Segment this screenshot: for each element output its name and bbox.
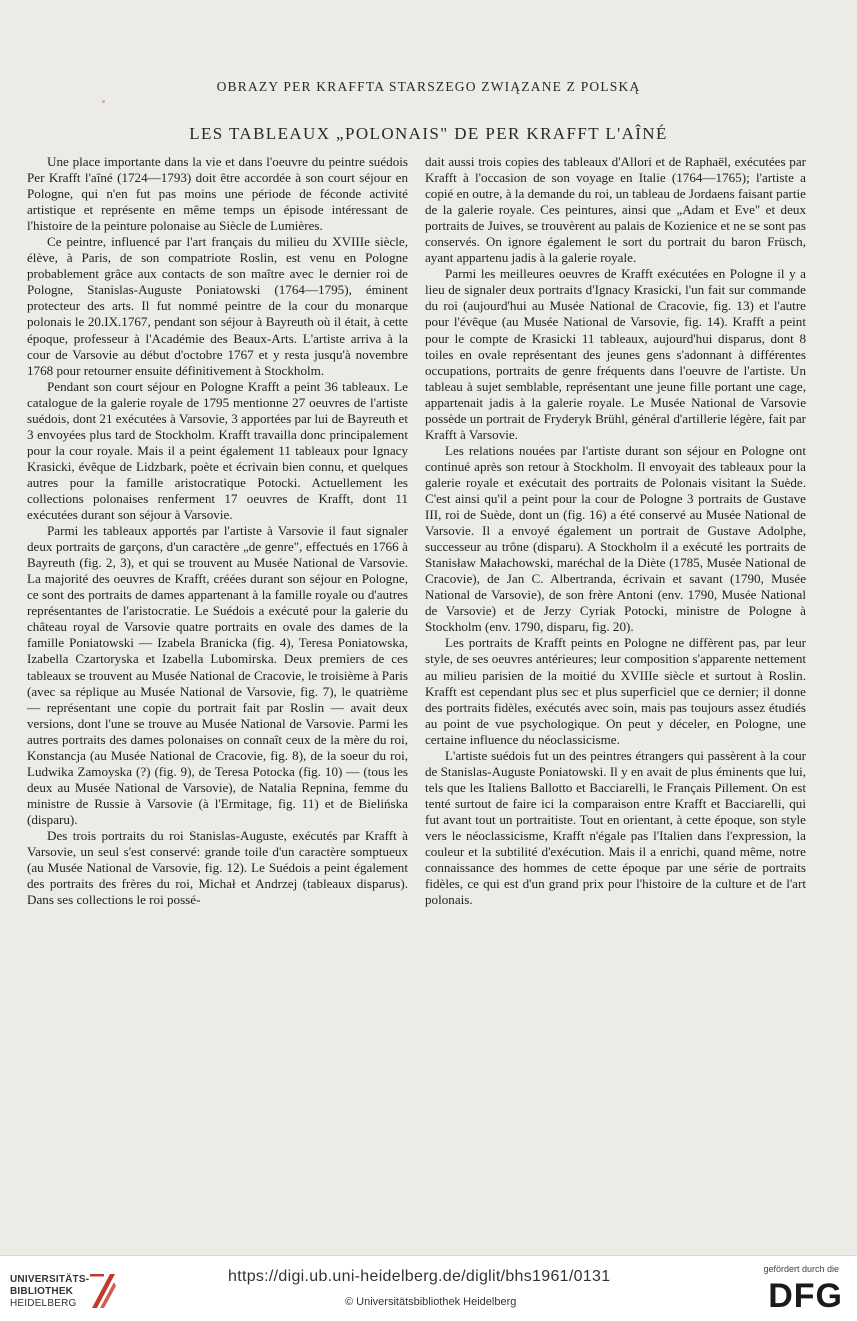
dfg-logo-text: DFG bbox=[768, 1277, 843, 1315]
paragraph: Pendant son court séjour en Pologne Krafft a peint 36 tableaux. Le catalogue de la galerie royale de 1795 mentionne 27 oeuvres de l'artiste suédois, dont 21 exécutées à Varsovie, 3 apportées par lui de Bayreuth et 3 envoyées plus tard de Stockholm. Krafft travailla donc principalement pour la cour royale. Mais il a peint également 11 tableaux pour Ignacy Krasicki, évêque de Lidzbark, poète et écrivain bien connu, et quelques autres pour la famille aristocratique Potocki. Actuellement les collections polonaises renferment 17 oeuvres de Krafft, dont 11 exécutées durant son séjour à Varsovie. bbox=[27, 378, 408, 523]
right-column bbox=[425, 154, 806, 908]
library-emblem-icon bbox=[88, 1268, 118, 1312]
copyright-notice: © Universitätsbibliothek Heidelberg bbox=[345, 1296, 517, 1308]
dfg-funder-logo[interactable] bbox=[759, 1264, 843, 1314]
article-title: LES TABLEAUX „POLONAIS" DE PER KRAFFT L'AÎNÉ bbox=[189, 124, 668, 143]
paragraph: Ce peintre, influencé par l'art français du milieu du XVIIIe siècle, élève, à Paris, de son compatriote Roslin, est venu en Pologne probablement grâce aux contacts de son maître avec le dernier roi de Pologne, Stanislas-Auguste Poniatowski (1764—1795), éminent protecteur des arts. Il fut nommé peintre de la cour du monarque polonais le 20.IX.1767, pendant son séjour à Bayreuth où il était, à cette époque, professeur à l'Académie des Beaux-Arts. L'artiste arriva à la cour de Varsovie au début d'octobre 1767 et y resta jusqu'à novembre 1768 pour retourner ensuite définitivement à Stockholm. bbox=[27, 234, 408, 378]
paragraph: Des trois portraits du roi Stanislas-Auguste, exécutés par Krafft à Varsovie, un seul s'est conservé: grande toile d'un caractère somptueux (au Musée National de Varsovie, fig. 12). Le Suédois a peint également des portraits des frères du roi, Michał et Andrzej (tableaux disparus). Dans ses collections le roi possé- bbox=[27, 827, 408, 908]
paragraph: Parmi les meilleures oeuvres de Krafft exécutées en Pologne il y a lieu de signaler deux portraits d'Ignacy Krasicki, l'un fait sur commande du roi (aujourd'hui au Musée National de Cracovie, fig. 13) et l'autre pour l'évêque (au Musée National de Varsovie, fig. 14). Krafft a peint pour le compte de Krasicki 11 tableaux, aujourd'hui disparus, dont 8 toiles en ovale représentant des jeunes gens s'adonnant à différentes occupations, portraits de genre fréquents dans l'oeuvre de l'artiste. Un tableau à sujet semblable, représentant une jeune fille portant une cage, appartenait jadis à la galerie royale. Le Musée National de Varsovie possède un portrait de Fryderyk Brühl, général d'artillerie légère, fait par Krafft à Varsovie. bbox=[425, 266, 806, 442]
paragraph: Les portraits de Krafft peints en Pologne ne diffèrent pas, par leur style, de ses oeuvres antérieures; leur composition s'apparente nettement au milieu parisien de la moitié du XVIIIe siècle et surtout à Roslin. Krafft est cependant plus sec et plus superficiel que ce dernier; il donne des portraits fidèles, exécutés avec soin, mais pas toujours assez étudiés au point de vue psychologique. On peut y déceler, en Pologne, une certaine influence du néoclassicisme. bbox=[425, 635, 806, 747]
viewer-footer bbox=[0, 1255, 857, 1321]
running-head: OBRAZY PER KRAFFTA STARSZEGO ZWIĄZANE Z POLSKĄ bbox=[216, 79, 641, 94]
permalink-url[interactable]: https://digi.ub.uni-heidelberg.de/diglit/bhs1961/0131 bbox=[228, 1268, 611, 1285]
paragraph: Parmi les tableaux apportés par l'artiste à Varsovie il faut signaler deux portraits de garçons, d'un caractère „de genre", effectués en 1766 à Bayreuth (fig. 2, 3), et qui se trouvent au Musée National de Varsovie. La majorité des oeuvres de Krafft, créées durant son séjour en Pologne, ce sont des portraits de dames appartenant à la famille royale ou d'autres représentantes de l'aristocratie. Le Suédois a exécuté pour la galerie du château royal de Varsovie quatre portraits en ovale des dames de la famille Poniatowski — Izabela Branicka (fig. 4), Teresa Poniatowska, Izabella Czartoryska et Izabella Lubomirska. Deux premiers de ces tableaux se trouvent au Musée National de Cracovie, le troisième à Paris (avec sa réplique au Musée National de Varsovie, fig. 7), le quatrième — représentant une copie du portrait fait par Roslin — avait deux versions, dont l'une se trouve au Musée National de Varsovie. Parmi les autres portraits des dames polonaises on connaît ceux de la mère du roi, Konstancja (au Musée National de Cracovie, fig. 8), de la soeur du roi, Ludwika Zamoyska (?) (fig. 9), de Teresa Potocka (fig. 10) — (tous les deux au Musée National de Varsovie), de Natalia Repnina, femme du ministre de Russie à Varsovie (à l'Ermitage, fig. 11) et de Bielińska (disparu). bbox=[27, 523, 408, 827]
paragraph: Une place importante dans la vie et dans l'oeuvre du peintre suédois Per Krafft l'aîné (1724—1793) doit être accordée à son court séjour en Pologne, qui n'en fut pas moins une période de féconde activité artistique et représente en même temps un épisode intéressant de l'histoire de la peinture polonaise au Siècle de Lumières. bbox=[27, 154, 408, 234]
paragraph: Les relations nouées par l'artiste durant son séjour en Pologne ont continué après son retour à Stockholm. Il envoyait des tableaux pour la galerie royale et exécutait des portraits de Polonais visitant la Suède. C'est ainsi qu'il a peint pour la cour de Pologne 3 portraits de Gustave III, roi de Suède, dont un (fig. 16) a été conservé au Musée National de Varsovie. Il a envoyé également un portrait de Gustave Adolphe, successeur au trône (disparu). A Stockholm il a exécuté les portraits de Stanisław Małachowski, maréchal de la Diète (1785, Musée National de Cracovie), de Jan C. Albertranda, écrivain et savant (1790, Musée National de Varsovie), de son frère Antoni (env. 1790, Musée National de Varsovie) et de Jerzy Cyriak Potocki, ministre de Pologne à Stockholm (env. 1790, disparu, fig. 20). bbox=[425, 442, 806, 635]
library-name: UNIVERSITÄTS- BIBLIOTHEK HEIDELBERG bbox=[10, 1274, 90, 1309]
paragraph: dait aussi trois copies des tableaux d'Allori et de Raphaël, exécutées par Krafft à l'occasion de son voyage en Italie (1764—1765); l'artiste a copié en outre, à la demande du roi, un tableau de Jordaens faisant partie de la galerie royale. Ces peintures, ainsi que „Adam et Eve" et deux portraits de Juives, se trouvèrent au palais de Kozienice et ne se sont pas conservés. On ignore également le sort du portrait du baron Früsch, ayant appartenu jadis à la galerie royale. bbox=[425, 154, 806, 266]
page-dot-mark bbox=[102, 100, 105, 103]
funder-label: gefördert durch die bbox=[763, 1264, 839, 1274]
left-column bbox=[27, 154, 408, 908]
university-library-logo[interactable] bbox=[10, 1268, 122, 1312]
paragraph: L'artiste suédois fut un des peintres étrangers qui passèrent à la cour de Stanislas-Auguste Poniatowski. Il y en avait de plus éminents que lui, tels que les Italiens Ballotto et Bacciarelli, le Français Pillement. On est tenté surtout de faire ici la comparaison entre Krafft et Bacciarelli, qui fut avant tout un portraitiste. Tout en orientant, à cette époque, son style vers le néoclassicisme, Krafft n'égale pas l'Italien dans l'expression, la couleur et la subtilité d'exécution. Mais il a enrichi, quand même, notre connaissance des hommes de cette époque par une série de portraits fidèles, ce qui est d'un grand prix pour l'histoire de la culture et de l'art polonais. bbox=[425, 747, 806, 908]
